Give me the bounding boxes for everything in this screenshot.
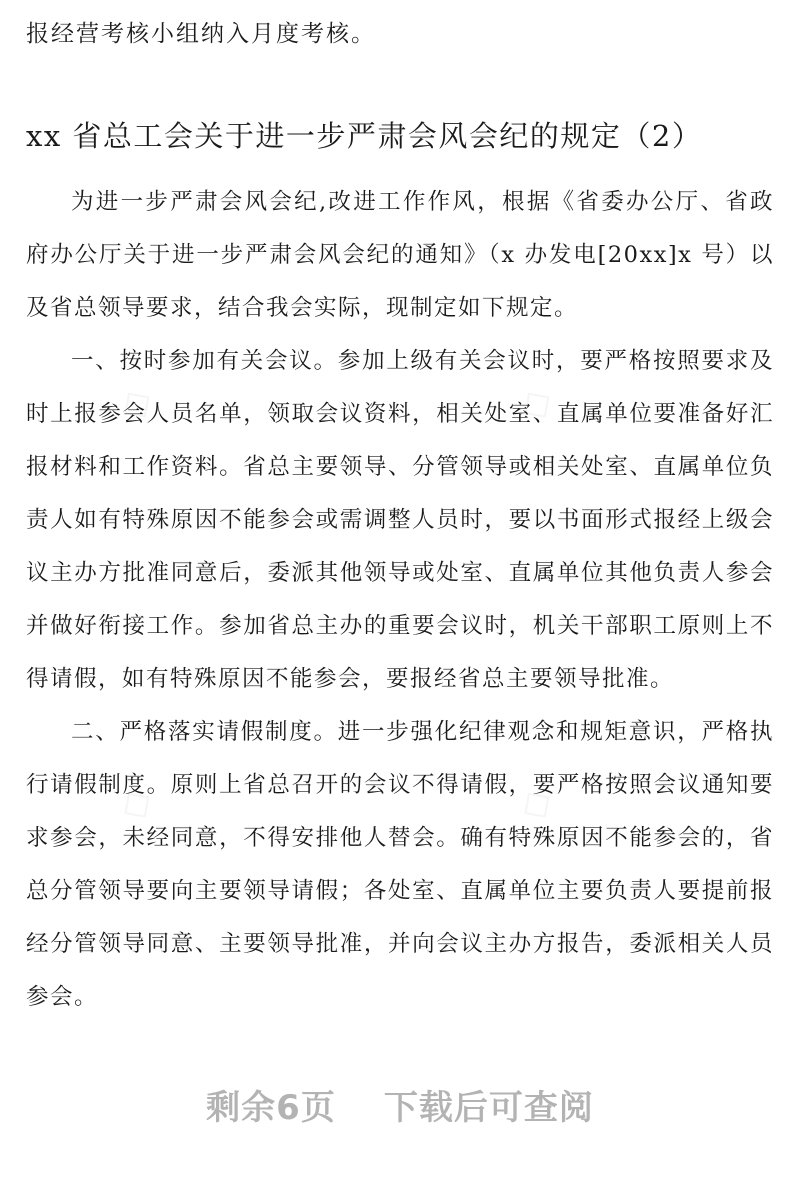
document-body [26,176,774,1024]
download-prompt-label: 下载后可查阅 [383,1088,594,1128]
paragraph-section-2: 二、严格落实请假制度。进一步强化纪律观念和规矩意识，严格执行请假制度。原则上省总召开的会议不得请假，要严格按照会议通知要求参会，未经同意，不得安排他人替会。确有特殊原因不能参会的，省总分管领导要向主要领导请假；各处室、直属单位主要负责人要提前报经分管领导同意、主要领导批准，并向会议主办方报告，委派相关人员参会。 [26,719,774,1010]
previous-section-tail: 报经营考核小组纳入月度考核。 [26,21,376,47]
document-title: xx 省总工会关于进一步严肃会风会纪的规定（2） [26,119,703,153]
download-notice[interactable] [0,1080,800,1129]
paragraph-intro: 为进一步严肃会风会纪,改进工作作风，根据《省委办公厅、省政府办公厅关于进一步严肃会风会纪的通知》（x 办发电[20xx]x 号）以及省总领导要求，结合我会实际，现制定如下规定。 [26,189,774,321]
remaining-pages-label: 剩余6页 [206,1088,336,1128]
paragraph-section-1: 一、按时参加有关会议。参加上级有关会议时，要严格按照要求及时上报参会人员名单，领取会议资料，相关处室、直属单位要准备好汇报材料和工作资料。省总主要领导、分管领导或相关处室、直属单位负责人如有特殊原因不能参会或需调整人员时，要以书面形式报经上级会议主办方批准同意后，委派其他领导或处室、直属单位其他负责人参会并做好衔接工作。参加省总主办的重要会议时，机关干部职工原则上不得请假，如有特殊原因不能参会，要报经省总主要领导批准。 [26,348,774,692]
